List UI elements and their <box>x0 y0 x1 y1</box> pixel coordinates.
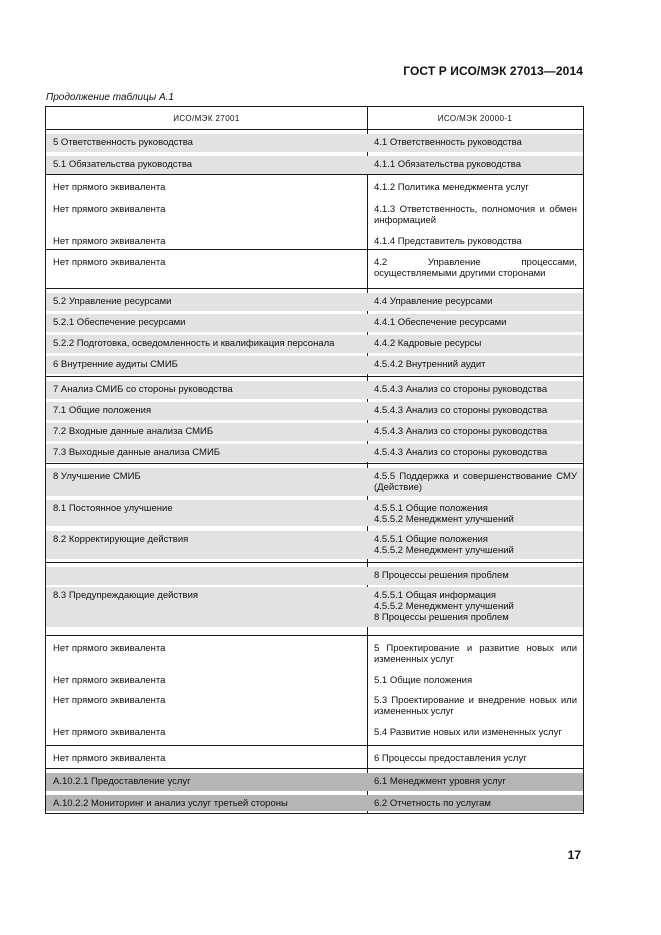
cell-iso27001: 7.1 Общие положения <box>46 402 367 420</box>
cell-iso20000 <box>367 750 583 766</box>
table-row <box>46 500 583 526</box>
cell-iso20000 <box>367 500 583 526</box>
table-row <box>46 795 583 811</box>
cell-line: 4.5.5 Поддержка и совершенствование СМУ (Действие) <box>374 471 577 493</box>
cell-iso20000 <box>367 335 583 353</box>
table-row <box>46 402 583 420</box>
table-header <box>46 107 583 130</box>
cell-iso20000 <box>367 201 583 227</box>
cell-line: 4.1.2 Политика менеджмента услуг <box>374 182 529 193</box>
table-caption: Продолжение таблицы А.1 <box>46 92 174 103</box>
table-row <box>46 587 583 627</box>
table-row <box>46 314 583 332</box>
cell-iso20000 <box>367 179 583 197</box>
table-row-group <box>46 635 583 745</box>
cell-iso27001: 5.2 Управление ресурсами <box>46 293 367 311</box>
table-row <box>46 179 583 197</box>
cell-iso20000 <box>367 795 583 811</box>
table-row <box>46 335 583 353</box>
table-row <box>46 468 583 496</box>
table-row-group <box>46 174 583 249</box>
cell-iso27001: 8 Улучшение СМИБ <box>46 468 367 496</box>
cell-line: 4.5.4.3 Анализ со стороны руководства <box>374 405 548 416</box>
cell-iso20000 <box>367 672 583 690</box>
cell-line: 6 Процессы предоставления услуг <box>374 753 527 764</box>
table-row <box>46 156 583 174</box>
cell-iso20000 <box>367 314 583 332</box>
cell-iso27001: Нет прямого эквивалента <box>53 675 166 686</box>
table-row <box>46 233 583 247</box>
page-number: 17 <box>567 848 581 862</box>
table-row-group <box>46 745 583 768</box>
cell-iso20000 <box>367 402 583 420</box>
cell-line: 4.2 Управление процессами, осуществляемыми другими сторонами <box>374 257 577 279</box>
cell-iso27001: 7.3 Выходные данные анализа СМИБ <box>46 444 367 462</box>
table-row-group <box>46 130 583 174</box>
cell-iso20000 <box>367 134 583 152</box>
cell-iso20000 <box>367 587 583 627</box>
cell-iso27001: 6 Внутренние аудиты СМИБ <box>46 356 367 374</box>
cell-iso20000 <box>367 444 583 462</box>
cell-iso27001: Нет прямого эквивалента <box>53 257 166 268</box>
cell-iso27001: 8.2 Корректирующие действия <box>46 531 367 559</box>
document-title: ГОСТ Р ИСО/МЭК 27013—2014 <box>403 64 583 78</box>
table-row <box>46 567 583 585</box>
cell-iso20000 <box>367 468 583 496</box>
cell-iso20000 <box>367 381 583 399</box>
cell-iso20000 <box>367 567 583 585</box>
cell-iso27001: 5 Ответственность руководства <box>46 134 367 152</box>
cell-line: 4.5.4.3 Анализ со стороны руководства <box>374 384 548 395</box>
cell-line: 6.2 Отчетность по услугам <box>374 798 491 809</box>
table-row <box>46 672 583 690</box>
cell-iso27001: 5.1 Обязательства руководства <box>46 156 367 174</box>
table-row <box>46 444 583 462</box>
cell-iso20000 <box>367 423 583 441</box>
cell-line: 8 Процессы решения проблем <box>374 570 509 581</box>
cell-line: 4.5.4.3 Анализ со стороны руководства <box>374 426 548 437</box>
cell-iso20000 <box>367 773 583 791</box>
cell-iso20000 <box>367 356 583 374</box>
cell-iso27001: 5.2.1 Обеспечение ресурсами <box>46 314 367 332</box>
table-row-group <box>46 463 583 562</box>
table-row <box>46 201 583 227</box>
table-row-group <box>46 249 583 288</box>
cell-iso20000 <box>367 233 583 247</box>
cell-iso27001 <box>46 567 367 585</box>
cell-iso27001: А.10.2.1 Предоставление услуг <box>46 773 367 791</box>
cell-line: 4.1.1 Обязательства руководства <box>374 159 521 170</box>
table-row-group <box>46 562 583 635</box>
cell-line: 4.4 Управление ресурсами <box>374 296 493 307</box>
cell-iso20000 <box>367 692 583 718</box>
cell-line: 4.5.5.1 Общая информация <box>374 590 497 601</box>
table-row-group <box>46 376 583 463</box>
cell-iso20000 <box>367 293 583 311</box>
cell-iso27001: Нет прямого эквивалента <box>53 236 166 247</box>
cell-line: 4.5.5.2 Менеджмент улучшений <box>374 545 514 556</box>
cell-iso27001: Нет прямого эквивалента <box>53 182 166 193</box>
table-row <box>46 750 583 766</box>
cell-iso20000 <box>367 640 583 668</box>
cell-iso27001: А.10.2.2 Мониторинг и анализ услуг третьей стороны <box>46 795 367 811</box>
cell-line: 5.1 Общие положения <box>374 675 473 686</box>
cell-line: 4.1.4 Представитель руководства <box>374 236 522 247</box>
table-row <box>46 531 583 559</box>
cell-iso27001: 8.3 Предупреждающие действия <box>46 587 367 627</box>
cell-line: 4.5.4.3 Анализ со стороны руководства <box>374 447 548 458</box>
cell-line: 5.4 Развитие новых или измененных услуг <box>374 727 562 738</box>
cell-line: 4.5.5.2 Менеджмент улучшений <box>374 514 514 525</box>
cell-iso27001: Нет прямого эквивалента <box>53 643 166 654</box>
mapping-table <box>45 106 584 814</box>
cell-line: 5 Проектирование и развитие новых или измененных услуг <box>374 643 577 665</box>
header-iso27001: ИСО/МЭК 27001 <box>173 113 240 123</box>
cell-iso27001: 8.1 Постоянное улучшение <box>46 500 367 526</box>
table-row <box>46 724 583 742</box>
cell-iso27001: Нет прямого эквивалента <box>53 753 166 764</box>
cell-iso20000 <box>367 724 583 742</box>
cell-iso20000 <box>367 156 583 174</box>
table-body <box>46 130 583 813</box>
cell-line: 4.5.4.2 Внутренний аудит <box>374 359 486 370</box>
cell-iso27001: Нет прямого эквивалента <box>53 204 166 215</box>
cell-iso27001: Нет прямого эквивалента <box>53 695 166 706</box>
table-row <box>46 423 583 441</box>
table-row <box>46 640 583 668</box>
table-row <box>46 254 583 280</box>
header-iso20000: ИСО/МЭК 20000-1 <box>437 113 513 123</box>
cell-line: 4.1.3 Ответственность, полномочия и обмен информацией <box>374 204 577 226</box>
cell-line: 4.5.5.2 Менеджмент улучшений <box>374 601 514 612</box>
table-row <box>46 134 583 152</box>
cell-line: 8 Процессы решения проблем <box>374 612 509 623</box>
table-row-group <box>46 768 583 813</box>
cell-iso20000 <box>367 531 583 559</box>
table-row <box>46 381 583 399</box>
table-row-group <box>46 288 583 376</box>
table-row <box>46 692 583 718</box>
cell-line: 4.5.5.1 Общие положения <box>374 534 488 545</box>
cell-line: 4.4.1 Обеспечение ресурсами <box>374 317 507 328</box>
table-row <box>46 356 583 374</box>
table-row <box>46 773 583 791</box>
cell-line: 4.4.2 Кадровые ресурсы <box>374 338 482 349</box>
cell-iso20000 <box>367 254 583 280</box>
cell-iso27001: 5.2.2 Подготовка, осведомленность и квалификация персонала <box>46 335 367 353</box>
cell-line: 4.5.5.1 Общие положения <box>374 503 488 514</box>
cell-line: 4.1 Ответственность руководства <box>374 137 522 148</box>
cell-iso27001: Нет прямого эквивалента <box>53 727 166 738</box>
cell-iso27001: 7.2 Входные данные анализа СМИБ <box>46 423 367 441</box>
cell-line: 6.1 Менеджмент уровня услуг <box>374 776 506 787</box>
table-row <box>46 293 583 311</box>
cell-iso27001: 7 Анализ СМИБ со стороны руководства <box>46 381 367 399</box>
cell-line: 5.3 Проектирование и внедрение новых или измененных услуг <box>374 695 577 717</box>
